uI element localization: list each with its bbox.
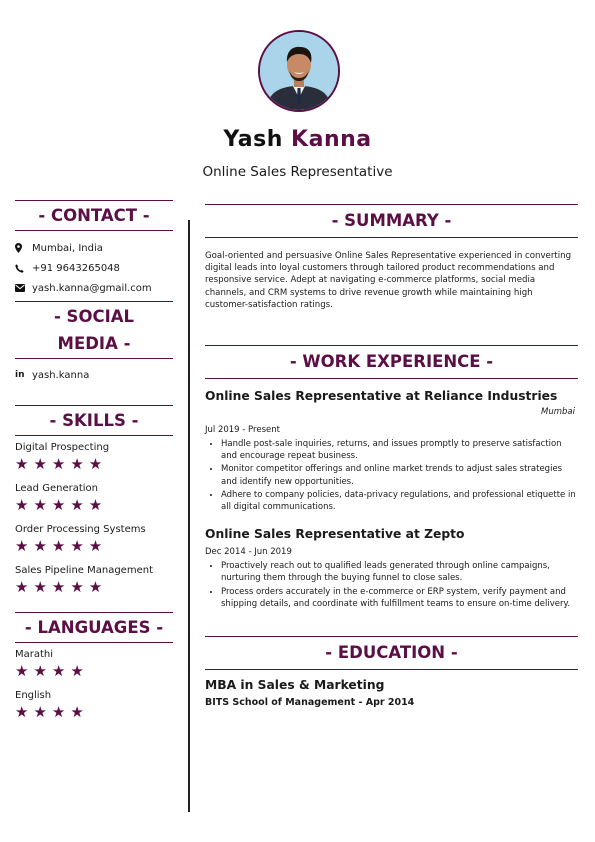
job-role: Online Sales Representative [202,164,393,180]
right-column [205,204,578,708]
job-bullet: • Proactively reach out to qualified leads generated through online campaigns, nurturing them through the buying funnel to close sales. [221,560,578,584]
job-location: Mumbai [541,407,575,418]
skill-rating-stars: ★★★★★ [15,496,108,514]
language-rating-stars: ★★★★ [15,703,89,721]
contact-email[interactable] [15,278,173,298]
skill-label: Lead Generation [15,483,98,494]
email-icon [15,284,32,292]
skill-label: Order Processing Systems [15,524,146,535]
education-heading: - EDUCATION - [205,636,578,670]
skill-label: Sales Pipeline Management [15,565,153,576]
profile-photo [258,30,340,112]
last-name: Kanna [291,127,372,152]
job-entry [205,389,578,513]
job-bullet: • Handle post-sale inquiries, returns, and issues promptly to preserve satisfaction and encourage repeat business. [221,438,578,462]
person-portrait-icon [260,32,338,110]
contact-location [15,238,173,258]
job-bullet: • Monitor competitor offerings and online market trends to adjust sales strategies and identify new opportunities. [221,463,578,487]
job-bullets [205,438,578,513]
contact-location-text: Mumbai, India [32,242,103,254]
languages-heading: - LANGUAGES - [15,612,173,643]
contact-email-text[interactable]: yash.kanna@gmail.com [32,282,152,294]
job-bullet: • Adhere to company policies, data-privacy regulations, and professional etiquette in all digital communications. [221,489,578,513]
job-title: Online Sales Representative at Zepto [205,527,465,542]
location-pin-icon [15,243,32,253]
education-school: BITS School of Management - Apr 2014 [205,697,415,709]
skill-rating-stars: ★★★★★ [15,455,108,473]
skill-label: Digital Prospecting [15,442,110,453]
skill-rating-stars: ★★★★★ [15,578,108,596]
job-dates: Dec 2014 - Jun 2019 [205,547,292,558]
social-heading-line-1: - SOCIAL [53,307,135,326]
education-entry [205,678,578,708]
phone-icon [15,264,32,273]
job-bullet: • Process orders accurately in the e-commerce or ERP system, verify payment and shipping details, and coordinate with fulfillment teams to ensure on-time delivery. [221,586,578,610]
skill-rating-stars: ★★★★★ [15,537,108,555]
left-column [15,200,173,730]
education-degree: MBA in Sales & Marketing [205,678,385,693]
linkedin-icon: in [15,370,25,380]
language-label: English [15,690,52,701]
work-experience-heading: - WORK EXPERIENCE - [205,345,578,379]
social-media-heading [15,301,173,359]
language-rating-stars: ★★★★ [15,662,89,680]
linkedin-handle[interactable]: yash.kanna [32,369,90,381]
language-label: Marathi [15,649,54,660]
job-bullets [205,560,578,610]
contact-phone[interactable] [15,258,173,278]
contact-phone-text[interactable]: +91 9643265048 [32,262,120,274]
summary-heading: - SUMMARY - [205,204,578,238]
skills-heading: - SKILLS - [15,405,173,436]
contact-list [15,238,173,298]
candidate-name [0,127,595,152]
job-dates: Jul 2019 - Present [205,425,280,436]
job-entry [205,527,578,610]
contact-heading: - CONTACT - [15,200,173,231]
skills-list [15,441,173,596]
first-name: Yash [223,127,283,152]
social-linkedin[interactable] [15,365,173,385]
social-list [15,365,173,385]
social-heading-line-2: MEDIA - [57,334,131,353]
summary-text: Goal-oriented and persuasive Online Sales Representative experienced in converting digital leads into loyal customers through tailored product recommendations and responsive service. Adept at navigating e-commerce platforms, social media channels, and CRM systems to drive revenue growth while maintaining high customer-satisfaction ratings. [205,251,572,310]
job-title: Online Sales Representative at Reliance Industries [205,389,558,404]
column-divider [188,220,190,812]
languages-list [15,648,173,721]
